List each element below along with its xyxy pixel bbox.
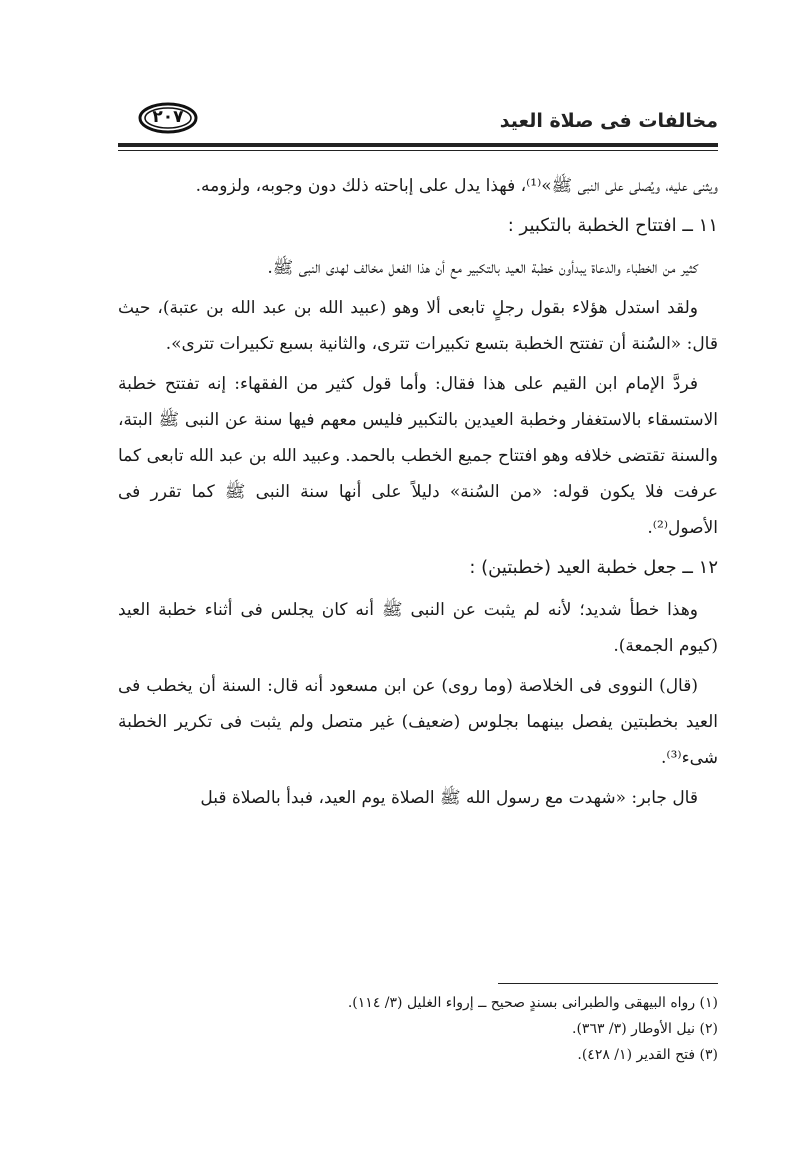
header-rule-thick [118, 143, 718, 147]
section-heading-12: ١٢ ــ جعل خطبة العيد (خطبتين) : [469, 557, 718, 578]
paragraph: فردَّ الإمام ابن القيم على هذا فقال: وأما قول كثير من الفقهاء: إنه تفتتح خطبة الاستسقاء بالاستغفار وخطبة العيدين بالتكبير فليس معهم فيها سنة عن النبى ﷺ البتة، والسنة تقتضى خلافه وهو افتتاح جميع الخطب بالحمد. وعبيد الله بن عبد الله تابعى كما عرفت فلا يكون قوله: «من السُنة» دليلاً على أنها سنة النبى ﷺ كما تقرر فى الأصول⁽²⁾. [118, 374, 718, 538]
page-number: ٢٠٧ [152, 107, 184, 127]
footnote-2: (٢) نيل الأوطار (٣/ ٣٦٣). [572, 1021, 718, 1037]
paragraph: كثير من الخطباء والدعاة يبدأون خطبة العيد بالتكبير مع أن هذا الفعل مخالف لهدى النبى ﷺ. [267, 258, 698, 278]
footnote-1: (١) رواه البيهقى والطبرانى بسندٍ صحيح ــ إرواء الغليل (٣/ ١١٤). [347, 995, 718, 1011]
main-text [118, 168, 718, 820]
paragraph: قال جابر: «شهدت مع رسول الله ﷺ الصلاة يوم العيد، فبدأ بالصلاة قبل [200, 788, 698, 808]
paragraph: ويثنى عليه، ويُصلى على النبى ﷺ»⁽¹⁾، فهذا يدل على إباحته ذلك دون وجوبه، ولزومه. [195, 176, 718, 196]
header-rule-thin [118, 150, 718, 151]
section-heading-11: ١١ ــ افتتاح الخطبة بالتكبير : [507, 215, 718, 236]
paragraph: (قال) النووى فى الخلاصة (وما روى) عن ابن مسعود أنه قال: السنة أن يخطب فى العيد بخطبتين يفصل بينهما بجلوس (ضعيف) غير متصل ولم يثبت فى تكرير الخطبة شىء⁽³⁾. [118, 676, 718, 768]
paragraph: وهذا خطأ شديد؛ لأنه لم يثبت عن النبى ﷺ أنه كان يجلس فى أثناء خطبة العيد (كيوم الجمعة). [118, 600, 718, 656]
running-title: مخالفات فى صلاة العيد [499, 110, 718, 132]
page-header [118, 96, 718, 146]
footnote-separator [498, 983, 718, 984]
footnote-3: (٣) فتح القدير (١/ ٤٢٨). [577, 1047, 718, 1063]
footnotes [118, 990, 718, 1068]
paragraph: ولقد استدل هؤلاء بقول رجلٍ تابعى ألا وهو (عبيد الله بن عبد الله بن عتبة)، حيث قال: «السُنة أن تفتتح الخطبة بتسع تكبيرات تترى، والثانية بسبع تكبيرات تترى». [118, 298, 718, 354]
page-number-badge [138, 102, 198, 134]
